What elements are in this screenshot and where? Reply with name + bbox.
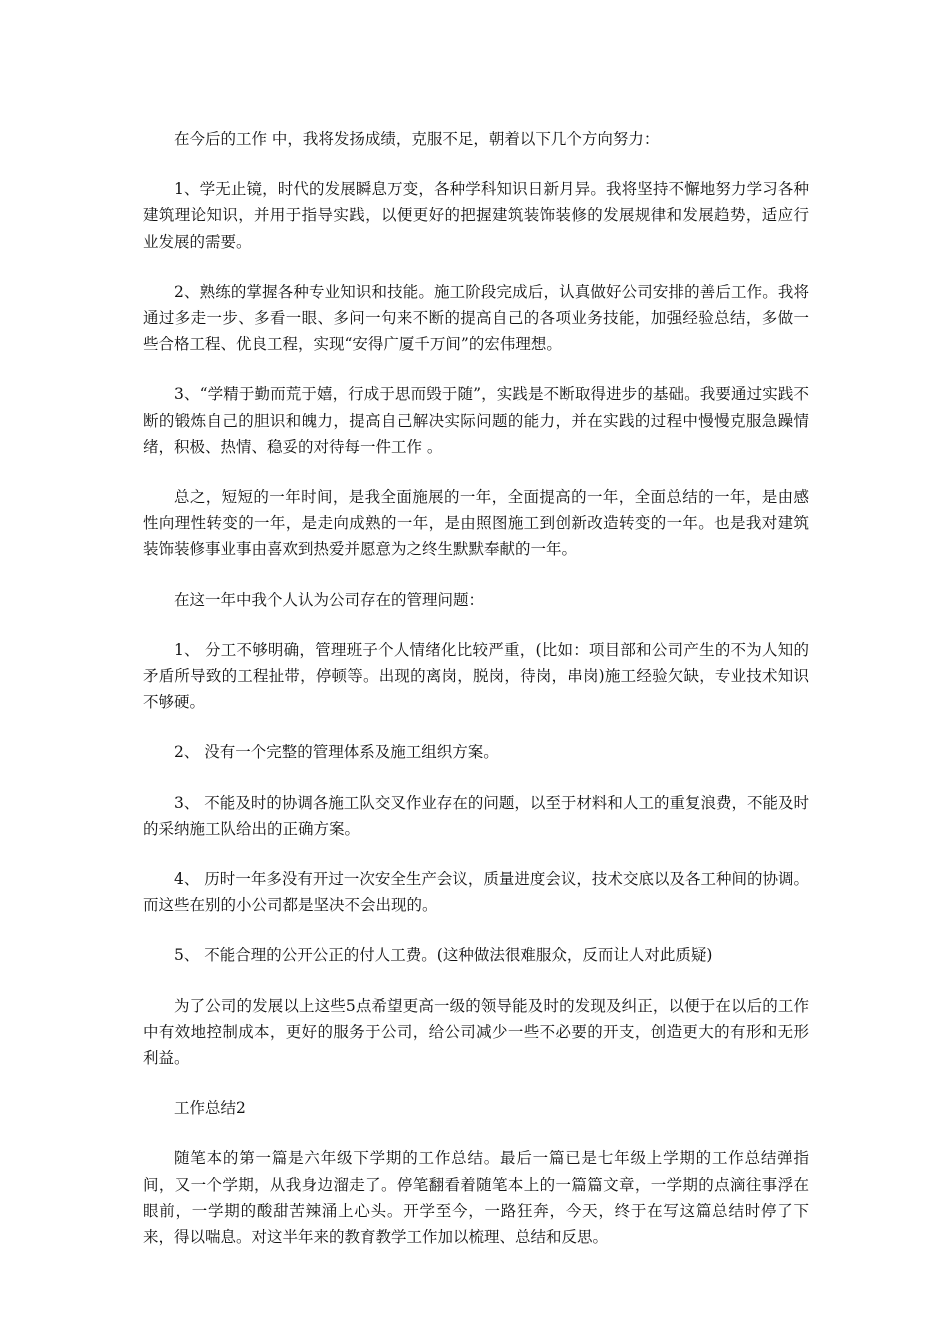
paragraph-goal-2: 2、熟练的掌握各种专业知识和技能。施工阶段完成后，认真做好公司安排的善后工作。我将通过多走一步、多看一眼、多问一句来不断的提高自己的各项业务技能，加强经验总结，多做一些合格工程、优良工程，实现“安得广厦千万间”的宏伟理想。 <box>143 282 809 354</box>
paragraph-issue-1: 1、 分工不够明确，管理班子个人情绪化比较严重，(比如：项目部和公司产生的不为人知的矛盾所导致的工程扯带，停顿等。出现的离岗，脱岗，待岗，串岗)施工经验欠缺，专业技术知识不够硬。 <box>143 640 809 712</box>
paragraph-goal-1: 1、学无止镜，时代的发展瞬息万变，各种学科知识日新月异。我将坚持不懈地努力学习各种建筑理论知识，并用于指导实践，以便更好的把握建筑装饰装修的发展规律和发展趋势，适应行业发展的需要。 <box>143 180 809 251</box>
paragraph-issues-intro: 在这一年中我个人认为公司存在的管理问题： <box>174 590 485 609</box>
paragraph-conclusion: 为了公司的发展以上这些5点希望更高一级的领导能及时的发现及纠正，以便于在以后的工作中有效地控制成本，更好的服务于公司，给公司减少一些不必要的开支，创造更大的有形和无形利益。 <box>143 996 809 1068</box>
paragraph-goal-3: 3、“学精于勤而荒于嬉，行成于思而毁于随”，实践是不断取得进步的基础。我要通过实践不断的锻炼自己的胆识和魄力，提高自己解决实际问题的能力，并在实践的过程中慢慢克服急躁情绪，积极、热情、稳妥的对待每一件工作 。 <box>143 385 809 456</box>
paragraph-issue-5: 5、 不能合理的公开公正的付人工费。(这种做法很难服众，反而让人对此质疑) <box>174 946 713 965</box>
paragraph-section-2-intro: 随笔本的第一篇是六年级下学期的工作总结。最后一篇已是七年级上学期的工作总结弹指间，又一个学期，从我身边溜走了。停笔翻看着随笔本上的一篇篇文章，一学期的点滴往事浮在眼前，一学期的酸甜苦辣涌上心头。开学至今，一路狂奔，今天，终于在写这篇总结时停了下来，得以喘息。对这半年来的教育教学工作加以梳理、总结和反思。 <box>143 1149 809 1247</box>
paragraph-intro: 在今后的工作 中，我将发扬成绩，克服不足，朝着以下几个方向努力： <box>174 130 660 148</box>
paragraph-summary: 总之，短短的一年时间，是我全面施展的一年，全面提高的一年，全面总结的一年，是由感性向理性转变的一年，是走向成熟的一年，是由照图施工到创新改造转变的一年。也是我对建筑装饰装修事业事由喜欢到热爱并愿意为之终生默默奉献的一年。 <box>143 488 809 559</box>
paragraph-issue-3: 3、 不能及时的协调各施工队交叉作业存在的问题，以至于材料和人工的重复浪费，不能及时的采纳施工队给出的正确方案。 <box>143 793 809 838</box>
paragraph-issue-2: 2、 没有一个完整的管理体系及施工组织方案。 <box>174 743 499 762</box>
document-body <box>143 126 809 1274</box>
paragraph-issue-4: 4、 历时一年多没有开过一次安全生产会议，质量进度会议，技术交底以及各工种间的协调。而这些在别的小公司都是坚决不会出现的。 <box>143 870 809 915</box>
section-heading: 工作总结2 <box>174 1099 246 1118</box>
